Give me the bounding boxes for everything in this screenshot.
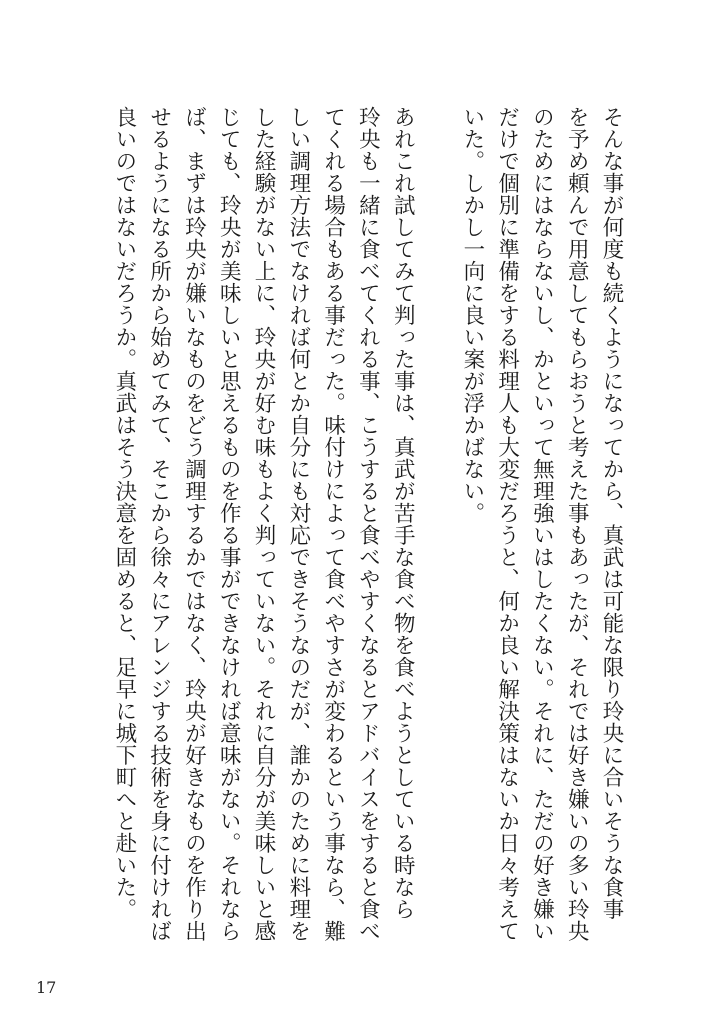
text-line: てくれる場合もある事だった。味付けによって食べやすさが変わるという事なら、難 (320, 105, 346, 942)
text-line: 良いのではないだろうか。真武はそう決意を固めると、足早に城下町へと赴いた。 (111, 105, 137, 920)
paragraph-gap (419, 84, 454, 964)
text-line: じても、玲央が美味しいと思えるものを作る事ができなければ意味がない。それなら (216, 105, 242, 942)
paragraph-1 (454, 84, 628, 964)
text-line: あれこれ試してみて判った事は、真武が苦手な食べ物を食べようとしている時なら (390, 105, 416, 920)
text-line: そんな事が何度も続くようになってから、真武は可能な限り玲央に合いそうな食事 (599, 105, 624, 920)
vertical-text-body (106, 84, 628, 964)
text-line: した経験がない上に、玲央が好む味もよく判っていない。それに自分が美味しいと感 (251, 105, 277, 942)
text-line: しい調理方法でなければ何とか自分にも対応できそうなのだが、誰かのために料理を (285, 105, 311, 942)
text-line: ば、まずは玲央が嫌いなものをどう調理するかではなく、玲央が好きなものを作り出 (181, 105, 207, 942)
text-line: だけで個別に準備をする料理人も大変だろうと、何か良い解決策はないか日々考えて (494, 105, 520, 942)
page-number: 17 (36, 978, 57, 997)
text-line: 玲央も一緒に食べてくれる事、こうすると食べやすくなるとアドバイスをすると食べ (355, 105, 381, 942)
text-line: を予め頼んで用意してもらおうと考えた事もあったが、それでは好き嫌いの多い玲央 (564, 105, 590, 942)
text-line: せるようになる所から始めてみて、そこから徐々にアレンジする技術を身に付ければ (146, 105, 172, 942)
paragraph-2 (106, 84, 419, 964)
text-line: いた。しかし一向に良い案が浮かばない。 (459, 105, 485, 524)
text-line: のためにはならないし、かといって無理強いはしたくない。それに、ただの好き嫌い (529, 105, 555, 942)
